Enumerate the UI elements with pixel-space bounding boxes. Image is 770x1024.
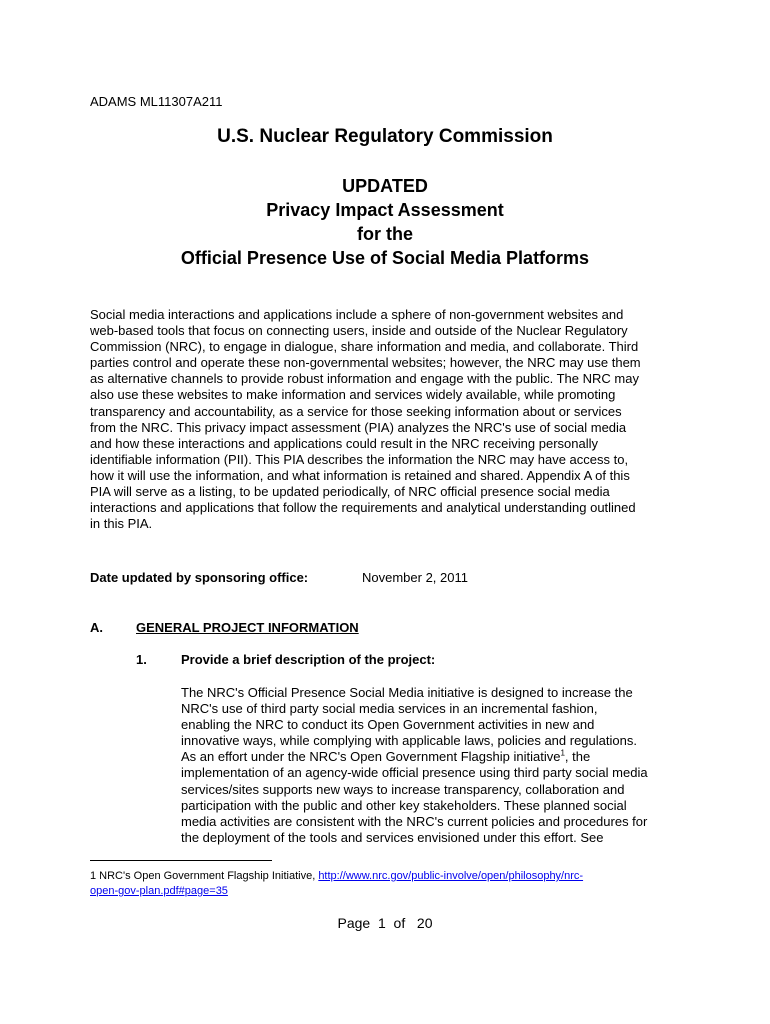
answer-line: enabling the NRC to conduct its Open Government activities in new and [181,717,595,733]
intro-line: in this PIA. [90,516,153,532]
section-title: GENERAL PROJECT INFORMATION [136,620,359,635]
footnote-reference[interactable]: 1 [560,749,565,759]
answer-line: implementation of an agency-wide official presence using third party social media [181,765,648,781]
title-line: Privacy Impact Assessment [266,200,504,220]
intro-line: Social media interactions and applications include a sphere of non-government websites and [90,307,624,322]
footnote [90,869,690,899]
section-letter: A. [90,620,103,635]
intro-line: how it will use the information, and what information is retained and shared. Appendix A of this [90,467,630,483]
intro-line: Commission (NRC), to engage in dialogue, share information and media, and collaborate. Third [90,339,639,355]
intro-line: from the NRC. This privacy impact assessment (PIA) analyzes the NRC's use of social media [90,419,627,435]
answer-line: innovative ways, while complying with applicable laws, policies and regulations. [181,733,637,749]
answer-line-with-footnote [181,749,701,765]
title-line: UPDATED [342,176,428,196]
footnote-line [90,884,690,899]
footnote-line [90,869,690,884]
footnote-divider [90,860,272,861]
intro-line: identifiable information (PII). This PIA describes the information the NRC may have access to, [90,451,629,467]
intro-line: interactions and applications that follow the requirements and analytical understanding outlined [90,500,636,516]
intro-line: also use these websites to make information and services widely available, while promoting [90,387,616,403]
footnote-link-continued[interactable]: open-gov-plan.pdf#page=35 [90,885,228,897]
answer-line: participation with the public and other key stakeholders. These planned social [181,797,627,813]
answer-line: the deployment of the tools and services envisioned under this effort. See [181,829,604,845]
question-text: Provide a brief description of the project: [181,652,436,667]
answer-paragraph [181,685,701,846]
intro-line: PIA will serve as a listing, to be updated periodically, of NRC official presence social media [90,484,610,500]
title-line: for the [357,224,413,244]
date-updated-label: Date updated by sponsoring office: [90,570,309,585]
answer-line: media activities are consistent with the NRC's current policies and procedures for [181,813,648,829]
date-updated-value: November 2, 2011 [362,570,468,585]
intro-line: parties control and operate these non-governmental websites; however, the NRC may use them [90,355,641,371]
answer-line: The NRC's Official Presence Social Media initiative is designed to increase the [181,685,633,700]
answer-text: , the [564,749,591,765]
intro-line: as alternative channels to provide robust information and engage with the public. The NRC may [90,371,639,387]
title-line: Official Presence Use of Social Media Platforms [180,248,590,268]
intro-line: and how these interactions and applications could result in the NRC receiving personally [90,435,599,451]
footnote-text: 1 NRC's Open Government Flagship Initiative, [90,870,319,882]
intro-line: web-based tools that focus on connecting users, inside and outside of the Nuclear Regulatory [90,323,628,339]
document-title [0,174,770,270]
question-number: 1. [136,652,147,667]
intro-paragraph [90,307,690,532]
adams-accession-number: ADAMS ML11307A211 [90,94,223,109]
answer-line: NRC's use of third party social media services in an incremental fashion, [181,701,598,717]
page-number: Page 1 of 20 [337,915,433,931]
footnote-link[interactable]: http://www.nrc.gov/public-involve/open/philosophy/nrc- [318,870,584,882]
organization-title: U.S. Nuclear Regulatory Commission [217,126,553,147]
answer-text: As an effort under the NRC's Open Government Flagship initiative [181,749,561,765]
intro-line: transparency and accountability, as a service for those seeking information about or services [90,403,622,419]
answer-line: services/sites supports new ways to increase transparency, collaboration and [181,781,625,797]
